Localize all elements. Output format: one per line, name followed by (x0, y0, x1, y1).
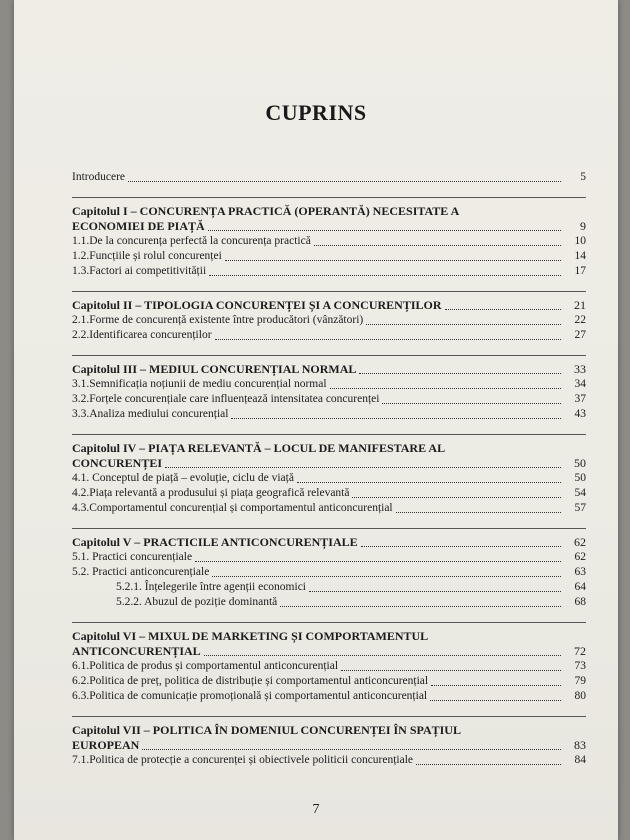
dot-leader (215, 339, 561, 340)
toc-entry-label: Introducere (72, 171, 125, 183)
toc-entry-label: 5.2.1. Înțelegerile între agenții economici (116, 581, 306, 593)
toc-entry-page: 22 (574, 314, 586, 326)
chapter-title (72, 535, 586, 550)
chapter-page: 21 (574, 298, 586, 312)
table-of-contents (72, 170, 586, 768)
toc-entry (72, 377, 586, 392)
toc-entry-page: 10 (574, 235, 586, 247)
toc-entry-page: 73 (574, 660, 586, 672)
chapter-title-line2: ECONOMIEI DE PIAȚĂ (72, 219, 205, 233)
chapter-title-line2: EUROPEAN (72, 738, 140, 752)
toc-entry-label: 4.1. Conceptul de piață – evoluție, ciclu de viață (72, 472, 294, 484)
toc-entry-page: 50 (574, 472, 586, 484)
toc-entry-page: 68 (574, 596, 586, 608)
toc-entry-label: 5.1. Practici concurențiale (72, 551, 193, 563)
dot-leader (297, 482, 561, 483)
dot-leader (352, 497, 561, 498)
toc-entry-label: 7.1.Politica de protecție a concurenței și obiectivele politicii concurențiale (72, 754, 414, 766)
dot-leader (359, 373, 561, 374)
toc-entry-label: 4.2.Piața relevantă a produsului și piața geografică relevantă (72, 487, 350, 499)
chapter-title-line2: CONCURENȚEI (72, 456, 163, 470)
dot-leader (142, 749, 561, 750)
chapter-page: 50 (574, 456, 586, 470)
toc-entry-page: 34 (574, 378, 586, 390)
toc-entry (72, 471, 586, 486)
toc-entry-page: 27 (574, 329, 586, 341)
toc-entry (72, 674, 586, 689)
chapter-title (72, 298, 586, 313)
dot-leader (204, 655, 561, 656)
toc-entry-page: 37 (574, 393, 586, 405)
toc-entry-label: 6.3.Politica de comunicație promoțională și comportamentul anticoncurențial (72, 690, 428, 702)
toc-entry (72, 689, 586, 704)
chapter-title-line1: Capitolul III – MEDIUL CONCURENȚIAL NORMAL (72, 362, 357, 376)
dot-leader (430, 700, 561, 701)
chapter-title-cont (72, 644, 586, 659)
toc-entry (72, 313, 586, 328)
toc-entry-page: 79 (574, 675, 586, 687)
toc-entry-label: 3.2.Forțele concurențiale care influențează intensitatea concurenței (72, 393, 380, 405)
dot-leader (209, 275, 561, 276)
toc-entry-page: 57 (574, 502, 586, 514)
dot-leader (396, 512, 561, 513)
toc-entry-label: 3.1.Semnificația noțiunii de mediu concurențial normal (72, 378, 327, 390)
dot-leader (366, 324, 561, 325)
chapter-title-cont (72, 738, 586, 753)
toc-entry-page: 63 (574, 566, 586, 578)
dot-leader (208, 230, 561, 231)
dot-leader (416, 764, 561, 765)
chapter-title-cont (72, 219, 586, 234)
toc-subentry (72, 595, 586, 610)
chapter-title-line2: ANTICONCURENȚIAL (72, 644, 201, 658)
toc-entry-label: 5.2.2. Abuzul de poziție dominantă (116, 596, 278, 608)
chapter-title: Capitolul I – CONCURENȚA PRACTICĂ (OPERANTĂ) NECESITATE A (72, 204, 460, 218)
toc-entry-page: 14 (574, 250, 586, 262)
chapter-title-line1: Capitolul V – PRACTICILE ANTICONCURENȚIALE (72, 535, 358, 549)
dot-leader (225, 260, 561, 261)
chapter-page: 72 (574, 644, 586, 658)
toc-entry-label: 1.2.Funcțiile și rolul concurenței (72, 250, 222, 262)
dot-leader (165, 467, 561, 468)
toc-entry-label: 6.1.Politica de produs și comportamentul anticoncurențial (72, 660, 339, 672)
dot-leader (431, 685, 561, 686)
toc-entry (72, 264, 586, 279)
dot-leader (361, 546, 561, 547)
toc-entry (72, 234, 586, 249)
toc-entry (72, 550, 586, 565)
chapter-page: 62 (574, 535, 586, 549)
toc-entry-page: 43 (574, 408, 586, 420)
toc-entry-label: 2.1.Forme de concurență existente între producători (vânzători) (72, 314, 364, 326)
toc-entry (72, 753, 586, 768)
chapter-title: Capitolul VI – MIXUL DE MARKETING ȘI COMPORTAMENTUL (72, 629, 429, 643)
dot-leader (309, 591, 561, 592)
chapter-page: 33 (574, 362, 586, 376)
toc-entry-page: 5 (580, 171, 586, 183)
dot-leader (341, 670, 561, 671)
book-page (14, 0, 618, 840)
chapter-title (72, 362, 586, 377)
toc-entry-label: 2.2.Identificarea concurenților (72, 329, 212, 341)
dot-leader (382, 403, 561, 404)
chapter-title-cont (72, 456, 586, 471)
chapter-title-line1: Capitolul II – TIPOLOGIA CONCURENȚEI ȘI A CONCURENȚILOR (72, 298, 442, 312)
page-title: CUPRINS (265, 100, 367, 125)
dot-leader (212, 576, 561, 577)
toc-entry-page: 80 (574, 690, 586, 702)
toc-entry-label: 6.2.Politica de preț, politica de distribuție și comportamentul anticoncurențial (72, 675, 429, 687)
dot-leader (195, 561, 561, 562)
dot-leader (231, 418, 561, 419)
toc-entry (72, 486, 586, 501)
toc-entry (72, 392, 586, 407)
toc-entry (72, 565, 586, 580)
toc-entry (72, 501, 586, 516)
toc-entry (72, 328, 586, 343)
dot-leader (280, 606, 561, 607)
toc-entry-label: 1.3.Factori ai competitivității (72, 265, 207, 277)
chapter-page: 9 (580, 219, 586, 233)
dot-leader (445, 309, 561, 310)
chapter-page: 83 (574, 738, 586, 752)
toc-entry (72, 407, 586, 422)
toc-entry-page: 17 (574, 265, 586, 277)
toc-entry-page: 62 (574, 551, 586, 563)
page-number: 7 (312, 802, 320, 817)
dot-leader (314, 245, 561, 246)
toc-entry-intro (72, 170, 586, 185)
chapter-title: Capitolul VII – POLITICA ÎN DOMENIUL CONCURENȚEI ÎN SPAȚIUL (72, 723, 461, 737)
toc-entry-page: 84 (574, 754, 586, 766)
toc-entry-label: 5.2. Practici anticoncurențiale (72, 566, 210, 578)
toc-entry-page: 54 (574, 487, 586, 499)
toc-entry-label: 3.3.Analiza mediului concurențial (72, 408, 229, 420)
toc-entry-label: 4.3.Comportamentul concurențial și comportamentul anticoncurențial (72, 502, 393, 514)
dot-leader (330, 388, 561, 389)
toc-entry-page: 64 (574, 581, 586, 593)
toc-subentry (72, 580, 586, 595)
toc-entry (72, 659, 586, 674)
dot-leader (128, 181, 561, 182)
toc-entry (72, 249, 586, 264)
toc-entry-label: 1.1.De la concurența perfectă la concurența practică (72, 235, 311, 247)
chapter-title: Capitolul IV – PIAȚA RELEVANTĂ – LOCUL DE MANIFESTARE AL (72, 441, 446, 455)
